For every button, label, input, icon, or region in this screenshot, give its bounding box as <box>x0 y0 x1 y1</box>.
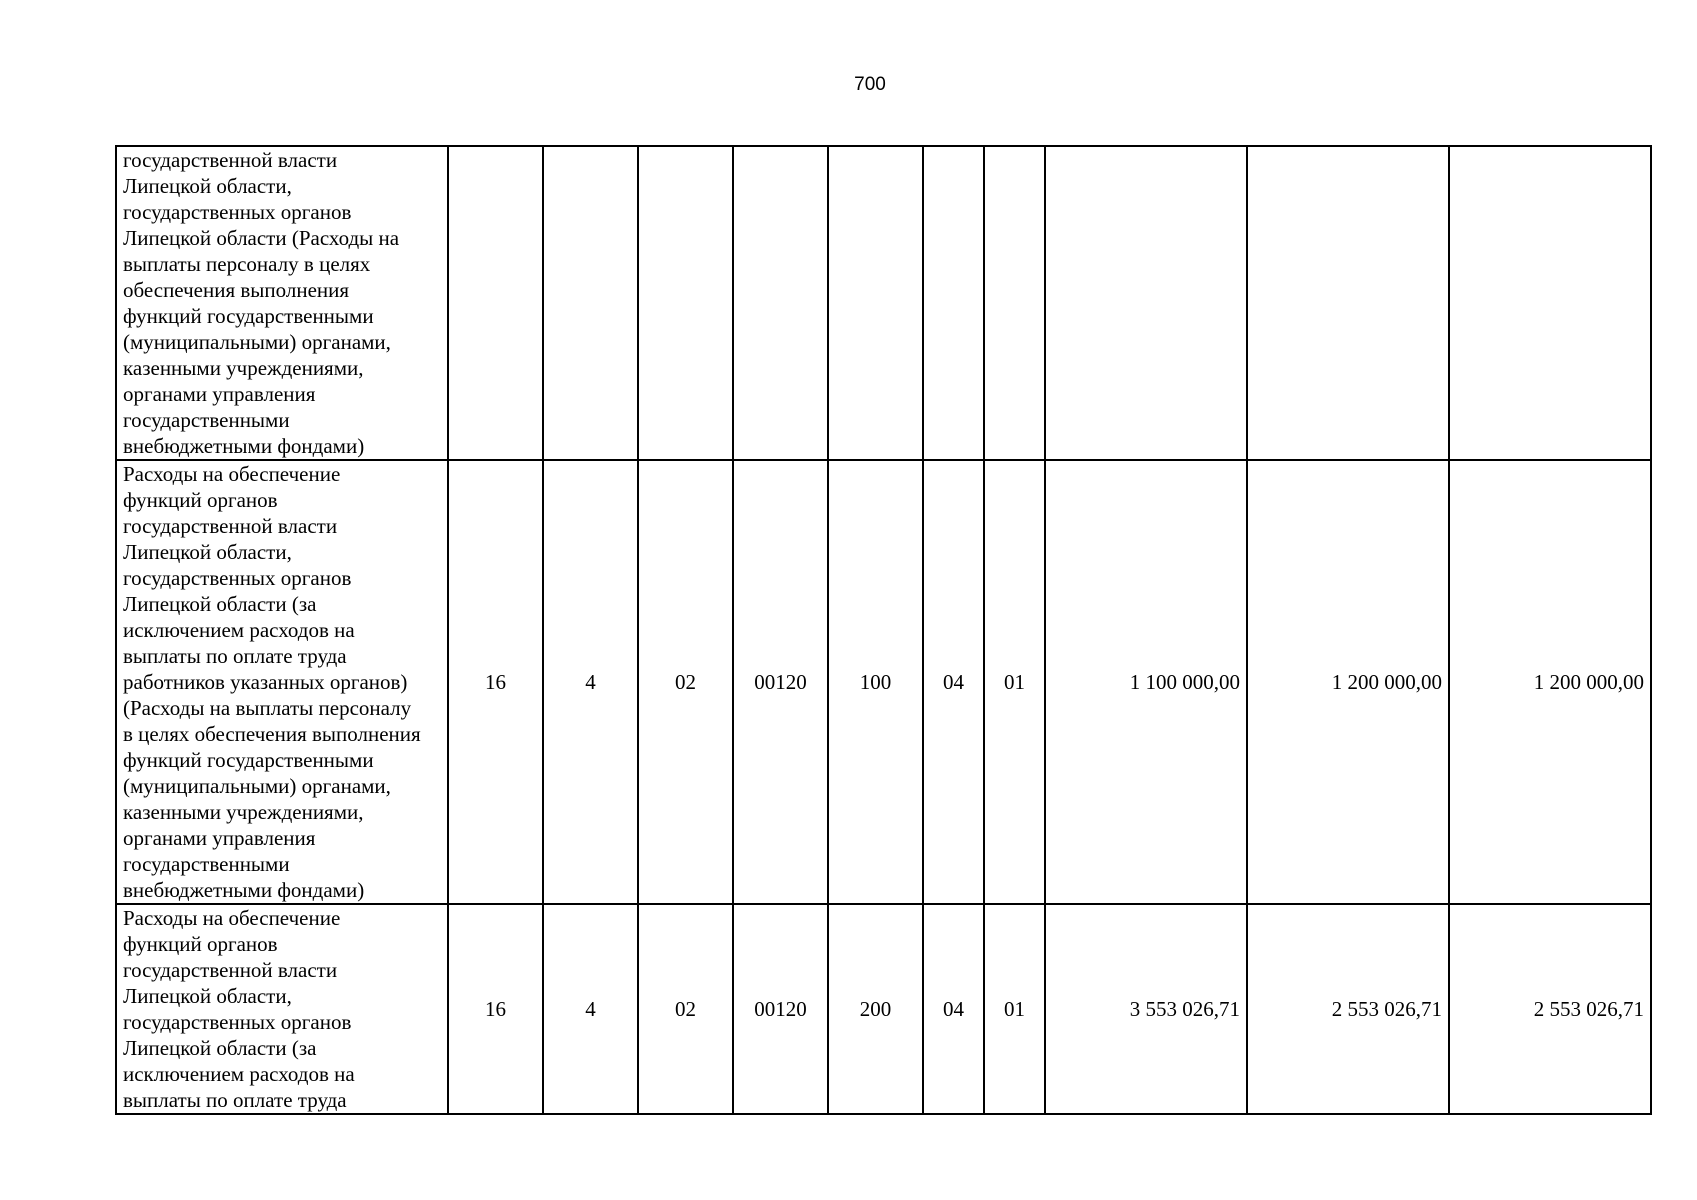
code-cell: 04 <box>923 904 984 1114</box>
code-cell <box>733 146 828 460</box>
code-cell <box>984 146 1045 460</box>
table-row <box>116 460 1651 904</box>
amount-cell <box>1045 146 1247 460</box>
code-cell: 4 <box>543 460 638 904</box>
amount-cell: 1 200 000,00 <box>1247 460 1449 904</box>
amount-cell: 3 553 026,71 <box>1045 904 1247 1114</box>
row-description: Расходы на обеспечение функций органов государственной власти Липецкой области, государственных органов Липецкой области (за исключением расходов на выплаты по оплате труда работников указанных органов) (Расходы на выплаты персоналу в целях обеспечения выполнения функций государственными (муниципальными) органами, казенными учреждениями, органами управления государственными внебюджетными фондами) <box>116 460 448 904</box>
code-cell <box>638 146 733 460</box>
code-cell <box>923 146 984 460</box>
code-cell <box>448 146 543 460</box>
amount-cell: 1 100 000,00 <box>1045 460 1247 904</box>
code-cell: 02 <box>638 460 733 904</box>
page-number: 700 <box>854 74 886 95</box>
table-row <box>116 904 1651 1114</box>
code-cell: 200 <box>828 904 923 1114</box>
code-cell: 04 <box>923 460 984 904</box>
code-cell: 00120 <box>733 904 828 1114</box>
amount-cell: 2 553 026,71 <box>1247 904 1449 1114</box>
code-cell: 02 <box>638 904 733 1114</box>
row-description: государственной власти Липецкой области, государственных органов Липецкой области (Расходы на выплаты персоналу в целях обеспечения выполнения функций государственными (муниципальными) органами, казенными учреждениями, органами управления государственными внебюджетными фондами) <box>116 146 448 460</box>
code-cell: 01 <box>984 460 1045 904</box>
code-cell: 00120 <box>733 460 828 904</box>
code-cell: 100 <box>828 460 923 904</box>
row-description: Расходы на обеспечение функций органов государственной власти Липецкой области, государственных органов Липецкой области (за исключением расходов на выплаты по оплате труда <box>116 904 448 1114</box>
amount-cell <box>1449 146 1651 460</box>
code-cell: 4 <box>543 904 638 1114</box>
code-cell <box>543 146 638 460</box>
code-cell <box>828 146 923 460</box>
budget-table <box>115 145 1652 1115</box>
code-cell: 01 <box>984 904 1045 1114</box>
code-cell: 16 <box>448 460 543 904</box>
amount-cell: 2 553 026,71 <box>1449 904 1651 1114</box>
amount-cell: 1 200 000,00 <box>1449 460 1651 904</box>
amount-cell <box>1247 146 1449 460</box>
table-row <box>116 146 1651 460</box>
code-cell: 16 <box>448 904 543 1114</box>
